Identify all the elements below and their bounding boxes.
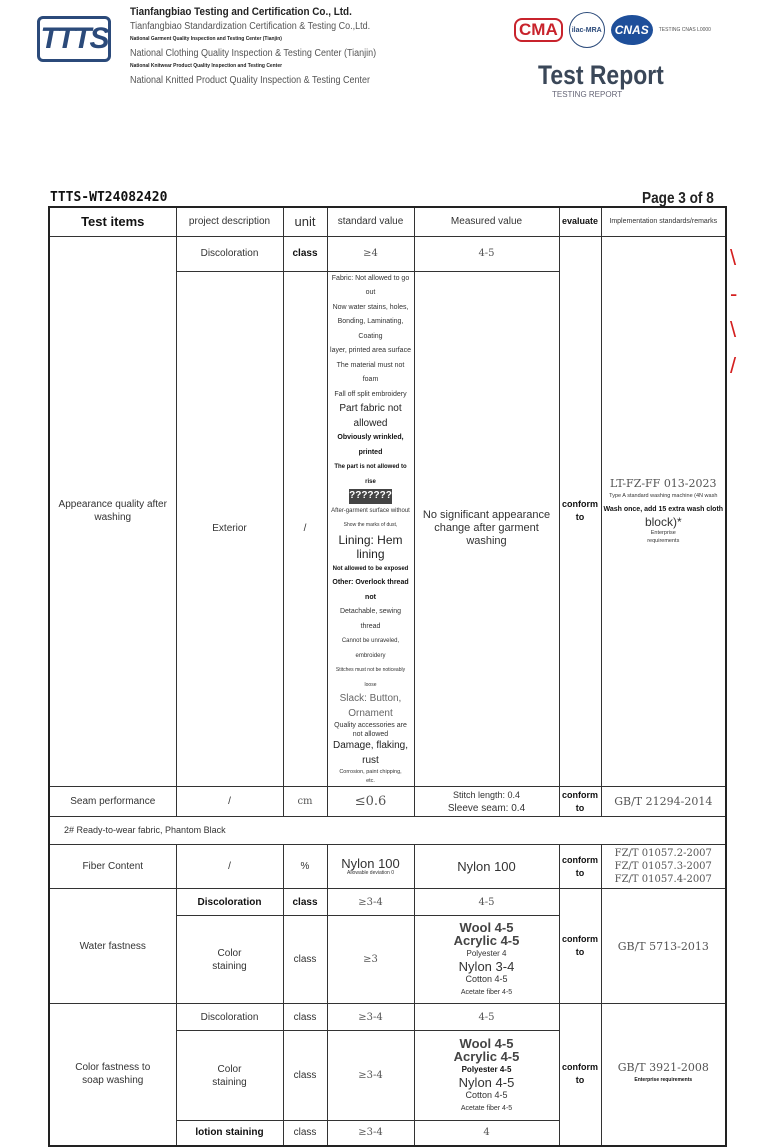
std-line: Detachable, sewing thread (339, 608, 402, 630)
measured-cell: No significant appearance change after garment washing (414, 271, 559, 787)
std-line: Part fabric not allowed (339, 403, 402, 429)
unit-cell: class (283, 1121, 327, 1146)
std-note: Allowable deviation 0 (347, 869, 394, 876)
measured-line: Sleeve seam: 0.4 (447, 802, 526, 814)
remark-line: requirements (647, 538, 680, 545)
page-number: Page 3 of 8 (642, 190, 714, 207)
company-logo: TTTS (37, 16, 111, 62)
company-line: National Garment Quality Inspection and Testing Center (Tianjin) (130, 36, 282, 42)
remarks-cell: GB/T 21294-2014 (601, 787, 726, 817)
desc-cell: Discoloration (176, 889, 283, 916)
evaluate-cell: conform to (559, 889, 601, 1004)
report-number: TTTS-WT24082420 (50, 190, 168, 205)
std-cell: ≥4 (327, 236, 414, 271)
remark-line: Wash once, add 15 extra wash cloth (603, 506, 724, 514)
std-line: Fall off split embroidery (334, 390, 407, 398)
evaluate-cell: conform to (559, 787, 601, 817)
measured-line: Wool 4-5 (459, 1035, 514, 1051)
cnas-logo: CNAS (611, 15, 653, 45)
std-line: Lining: Hem lining (338, 532, 403, 561)
measured-cell: 4 (414, 1121, 559, 1146)
std-line: Corrosion, paint chipping, (339, 769, 402, 775)
item-cell: Water fastness (49, 889, 176, 1004)
remark-line: FZ/T 01057.3-2007 (614, 861, 712, 872)
unit-cell: class (283, 236, 327, 271)
unit-cell: class (283, 1004, 327, 1031)
measured-cell (414, 1031, 559, 1121)
remark-line: FZ/T 01057.2-2007 (614, 848, 712, 859)
std-cell: ≤0.6 (327, 787, 414, 817)
std-line: Cannot be unraveled, embroidery (341, 638, 400, 659)
measured-cell: Nylon 100 (414, 845, 559, 889)
measured-cell (414, 916, 559, 1004)
company-info (130, 6, 376, 87)
remark-line: Enterprise requirements (634, 1077, 693, 1084)
cma-logo: CMA (514, 18, 563, 42)
col-header: standard value (327, 207, 414, 236)
remarks-cell (601, 1004, 726, 1146)
unit-cell: / (283, 271, 327, 787)
desc-cell: Color staining (176, 1031, 283, 1121)
std-cell: ≥3-4 (327, 1004, 414, 1031)
measured-line: Nylon 3-4 (458, 958, 515, 974)
remarks-cell (601, 236, 726, 787)
measured-line: Cotton 4-5 (465, 1089, 508, 1100)
desc-cell: / (176, 845, 283, 889)
measured-line: Acetate fiber 4-5 (460, 1104, 513, 1112)
company-line: National Clothing Quality Inspection & Testing Center (Tianjin) (130, 47, 377, 59)
std-cell (327, 271, 414, 787)
measured-cell: 4-5 (414, 1004, 559, 1031)
remarks-cell (601, 845, 726, 889)
remark-line: block)* (644, 515, 682, 530)
std-line: Bonding, Laminating, Coating (337, 318, 404, 340)
evaluate-cell: conform to (559, 236, 601, 787)
desc-cell: Color staining (176, 916, 283, 1004)
col-header: unit (283, 207, 327, 236)
std-line: Stitches must not be noticeably loose (335, 667, 406, 688)
std-line: Not allowed to be exposed (332, 565, 409, 572)
std-line: The material must not foam (336, 361, 405, 383)
std-cell (327, 845, 414, 889)
company-name: Tianfangbiao Testing and Certification Co., Ltd. (130, 6, 352, 18)
std-cell: ≥3 (327, 916, 414, 1004)
std-line: Obviously wrinkled, printed (337, 434, 404, 456)
col-header: Test items (49, 207, 176, 236)
unit-cell: class (283, 889, 327, 916)
measured-line: Polyester 4 (466, 948, 507, 958)
item-cell: Fiber Content (49, 845, 176, 889)
std-line: ??????? (349, 489, 392, 504)
remark-line: Enterprise (650, 530, 676, 537)
col-header: project description (176, 207, 283, 236)
unit-cell: class (283, 916, 327, 1004)
desc-cell: Discoloration (176, 236, 283, 271)
measured-line: Nylon 4-5 (458, 1074, 515, 1090)
measured-cell (414, 787, 559, 817)
evaluate-cell: conform to (559, 1004, 601, 1146)
col-header: Measured value (414, 207, 559, 236)
unit-cell: % (283, 845, 327, 889)
report-subtitle: TESTING REPORT (552, 90, 623, 99)
table-row (49, 236, 726, 271)
measured-line: Wool 4-5 (459, 919, 514, 935)
std-cell: ≥3-4 (327, 1031, 414, 1121)
std-line: After-garment surface without (331, 507, 410, 514)
measured-line: Acrylic 4-5 (453, 1048, 520, 1064)
cnas-text: TESTING CNAS L0000 (658, 27, 711, 33)
desc-cell: Exterior (176, 271, 283, 787)
std-line: Show the marks of dust, (343, 522, 398, 528)
results-table (48, 206, 727, 1147)
unit-cell: class (283, 1031, 327, 1121)
std-line: Damage, flaking, rust (332, 740, 409, 766)
measured-line: Polyester 4-5 (461, 1064, 512, 1074)
std-line: layer, printed area surface (330, 347, 411, 354)
col-header: Implementation standards/remarks (601, 207, 726, 236)
company-line: National Knitwear Product Quality Inspection and Testing Center (130, 63, 283, 69)
std-cell: ≥3-4 (327, 1121, 414, 1146)
measured-cell: 4-5 (414, 889, 559, 916)
table-row (49, 1004, 726, 1031)
red-stamp: \ - \ / (730, 245, 738, 378)
col-header: evaluate (559, 207, 601, 236)
remark-std: GB/T 3921-2008 (617, 1061, 709, 1075)
item-cell: Seam performance (49, 787, 176, 817)
unit-cell: cm (283, 787, 327, 817)
section-label: 2# Ready-to-wear fabric, Phantom Black (49, 817, 726, 845)
std-cell: ≥3-4 (327, 889, 414, 916)
table-header (49, 207, 726, 236)
remark-std: LT-FZ-FF 013-2023 (610, 477, 717, 491)
desc-cell: lotion staining (176, 1121, 283, 1146)
remarks-cell: GB/T 5713-2013 (601, 889, 726, 1004)
report-title: Test Report (538, 60, 664, 90)
std-line: Other: Overlock thread not (332, 579, 409, 601)
std-line: Now water stains, holes, (332, 303, 409, 311)
evaluate-cell: conform to (559, 845, 601, 889)
company-line: National Knitted Product Quality Inspection & Testing Center (130, 74, 370, 86)
section-row (49, 817, 726, 845)
measured-cell: 4-5 (414, 236, 559, 271)
std-line: Fabric: Not allowed to go out (331, 274, 410, 296)
company-line: Tianfangbiao Standardization Certification & Testing Co.,Ltd. (130, 20, 371, 32)
table-row (49, 845, 726, 889)
item-cell: Appearance quality after washing (49, 236, 176, 787)
remark-line: Type A standard washing machine (4N wash (609, 493, 718, 500)
measured-line: Acetate fiber 4-5 (460, 988, 513, 996)
desc-cell: / (176, 787, 283, 817)
std-value: Nylon 100 (341, 855, 400, 871)
table-row (49, 889, 726, 916)
cert-logos (514, 12, 711, 48)
desc-cell: Discoloration (176, 1004, 283, 1031)
item-cell: Color fastness to soap washing (49, 1004, 176, 1146)
measured-line: Stitch length: 0.4 (452, 789, 521, 800)
std-line: Quality accessories are not allowed (334, 722, 407, 738)
std-line: Slack: Button, Ornament (339, 693, 402, 719)
ilac-logo: ilac-MRA (569, 12, 605, 48)
table-row (49, 787, 726, 817)
std-line: etc. (366, 778, 375, 784)
remark-line: FZ/T 01057.4-2007 (614, 874, 712, 885)
std-line: The part is not allowed to rise (334, 464, 407, 485)
measured-line: Acrylic 4-5 (453, 932, 520, 948)
measured-line: Cotton 4-5 (465, 973, 508, 984)
